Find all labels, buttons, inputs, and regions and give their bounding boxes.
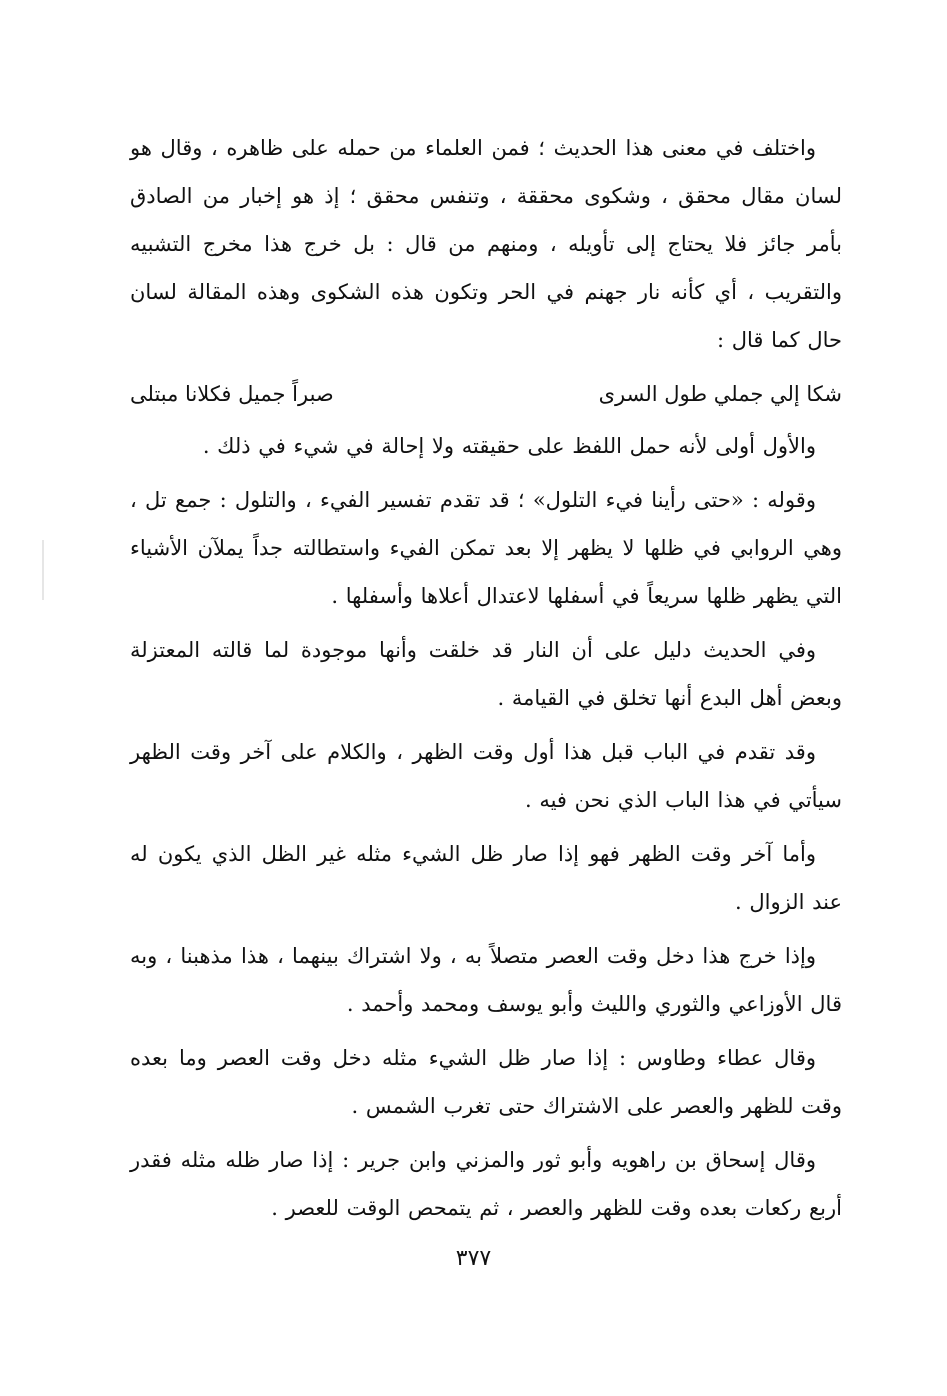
paragraph-dhuhr-start: وقد تقدم في الباب قبل هذا أول وقت الظهر ، والكلام على آخر وقت الظهر سيأتي في هذا الباب الذي نحن فيه . [130,740,842,812]
paragraph-fire-created: وفي الحديث دليل على أن النار قد خلقت وأنها موجودة لما قالته المعتزلة وبعض أهل البدع أنها تخلق في القيامة . [130,638,842,710]
poetry-verse [130,370,842,418]
paragraph-interpretation: واختلف في معنى هذا الحديث ؛ فمن العلماء من حمله على ظاهره ، وقال هو لسان مقال محقق ، وشكوى محققة ، وتنفس محقق ؛ إذ هو إخبار من الصادق بأمر جائز فلا يحتاج إلى تأويله ، ومنهم من قال : بل خرج هذا مخرج التشبيه والتقريب ، أي كأنه نار جهنم في الحر وتكون هذه الشكوى وهذه المقالة لسان حال كما قال : [130,136,842,352]
verse-first-hemistich: شكا إلي جملي طول السرى [598,382,842,406]
verse-second-hemistich: صبراً جميل فكلانا مبتلى [130,382,334,406]
paragraph-ata-tawus: وقال عطاء وطاوس : إذا صار ظل الشيء مثله دخل وقت العصر وما بعده وقت للظهر والعصر على الاشتراك حتى تغرب الشمس . [130,1046,842,1118]
paragraph-dhuhr-end: وأما آخر وقت الظهر فهو إذا صار ظل الشيء مثله غير الظل الذي يكون له عند الزوال . [130,842,842,914]
paragraph-asr-start: وإذا خرج هذا دخل وقت العصر متصلاً به ، ولا اشتراك بينهما ، هذا مذهبنا ، وبه قال الأوزاعي والثوري والليث وأبو يوسف ومحمد وأحمد . [130,944,842,1016]
paragraph-preference: والأول أولى لأنه حمل اللفظ على حقيقته ولا إحالة في شيء في ذلك . [202,434,816,458]
paragraph-tulul: وقوله : «حتى رأينا فيء التلول» ؛ قد تقدم تفسير الفيء ، والتلول : جمع تل ، وهي الروابي في ظلها لا يظهر إلا بعد تمكن الفيء واستطالته جداً يملآن الأشياء التي يظهر ظلها سريعاً في أسفلها لاعتدال أعلاها وأسفلها . [130,488,842,608]
paragraph-ishaq: وقال إسحاق بن راهويه وأبو ثور والمزني وابن جرير : إذا صار ظله مثله فقدر أربع ركعات بعده وقت للظهر والعصر ، ثم يتمحص الوقت للعصر . [130,1148,842,1220]
body-text [130,124,842,1232]
scan-artifact [42,540,44,600]
page-number: ٣٧٧ [455,1246,492,1271]
